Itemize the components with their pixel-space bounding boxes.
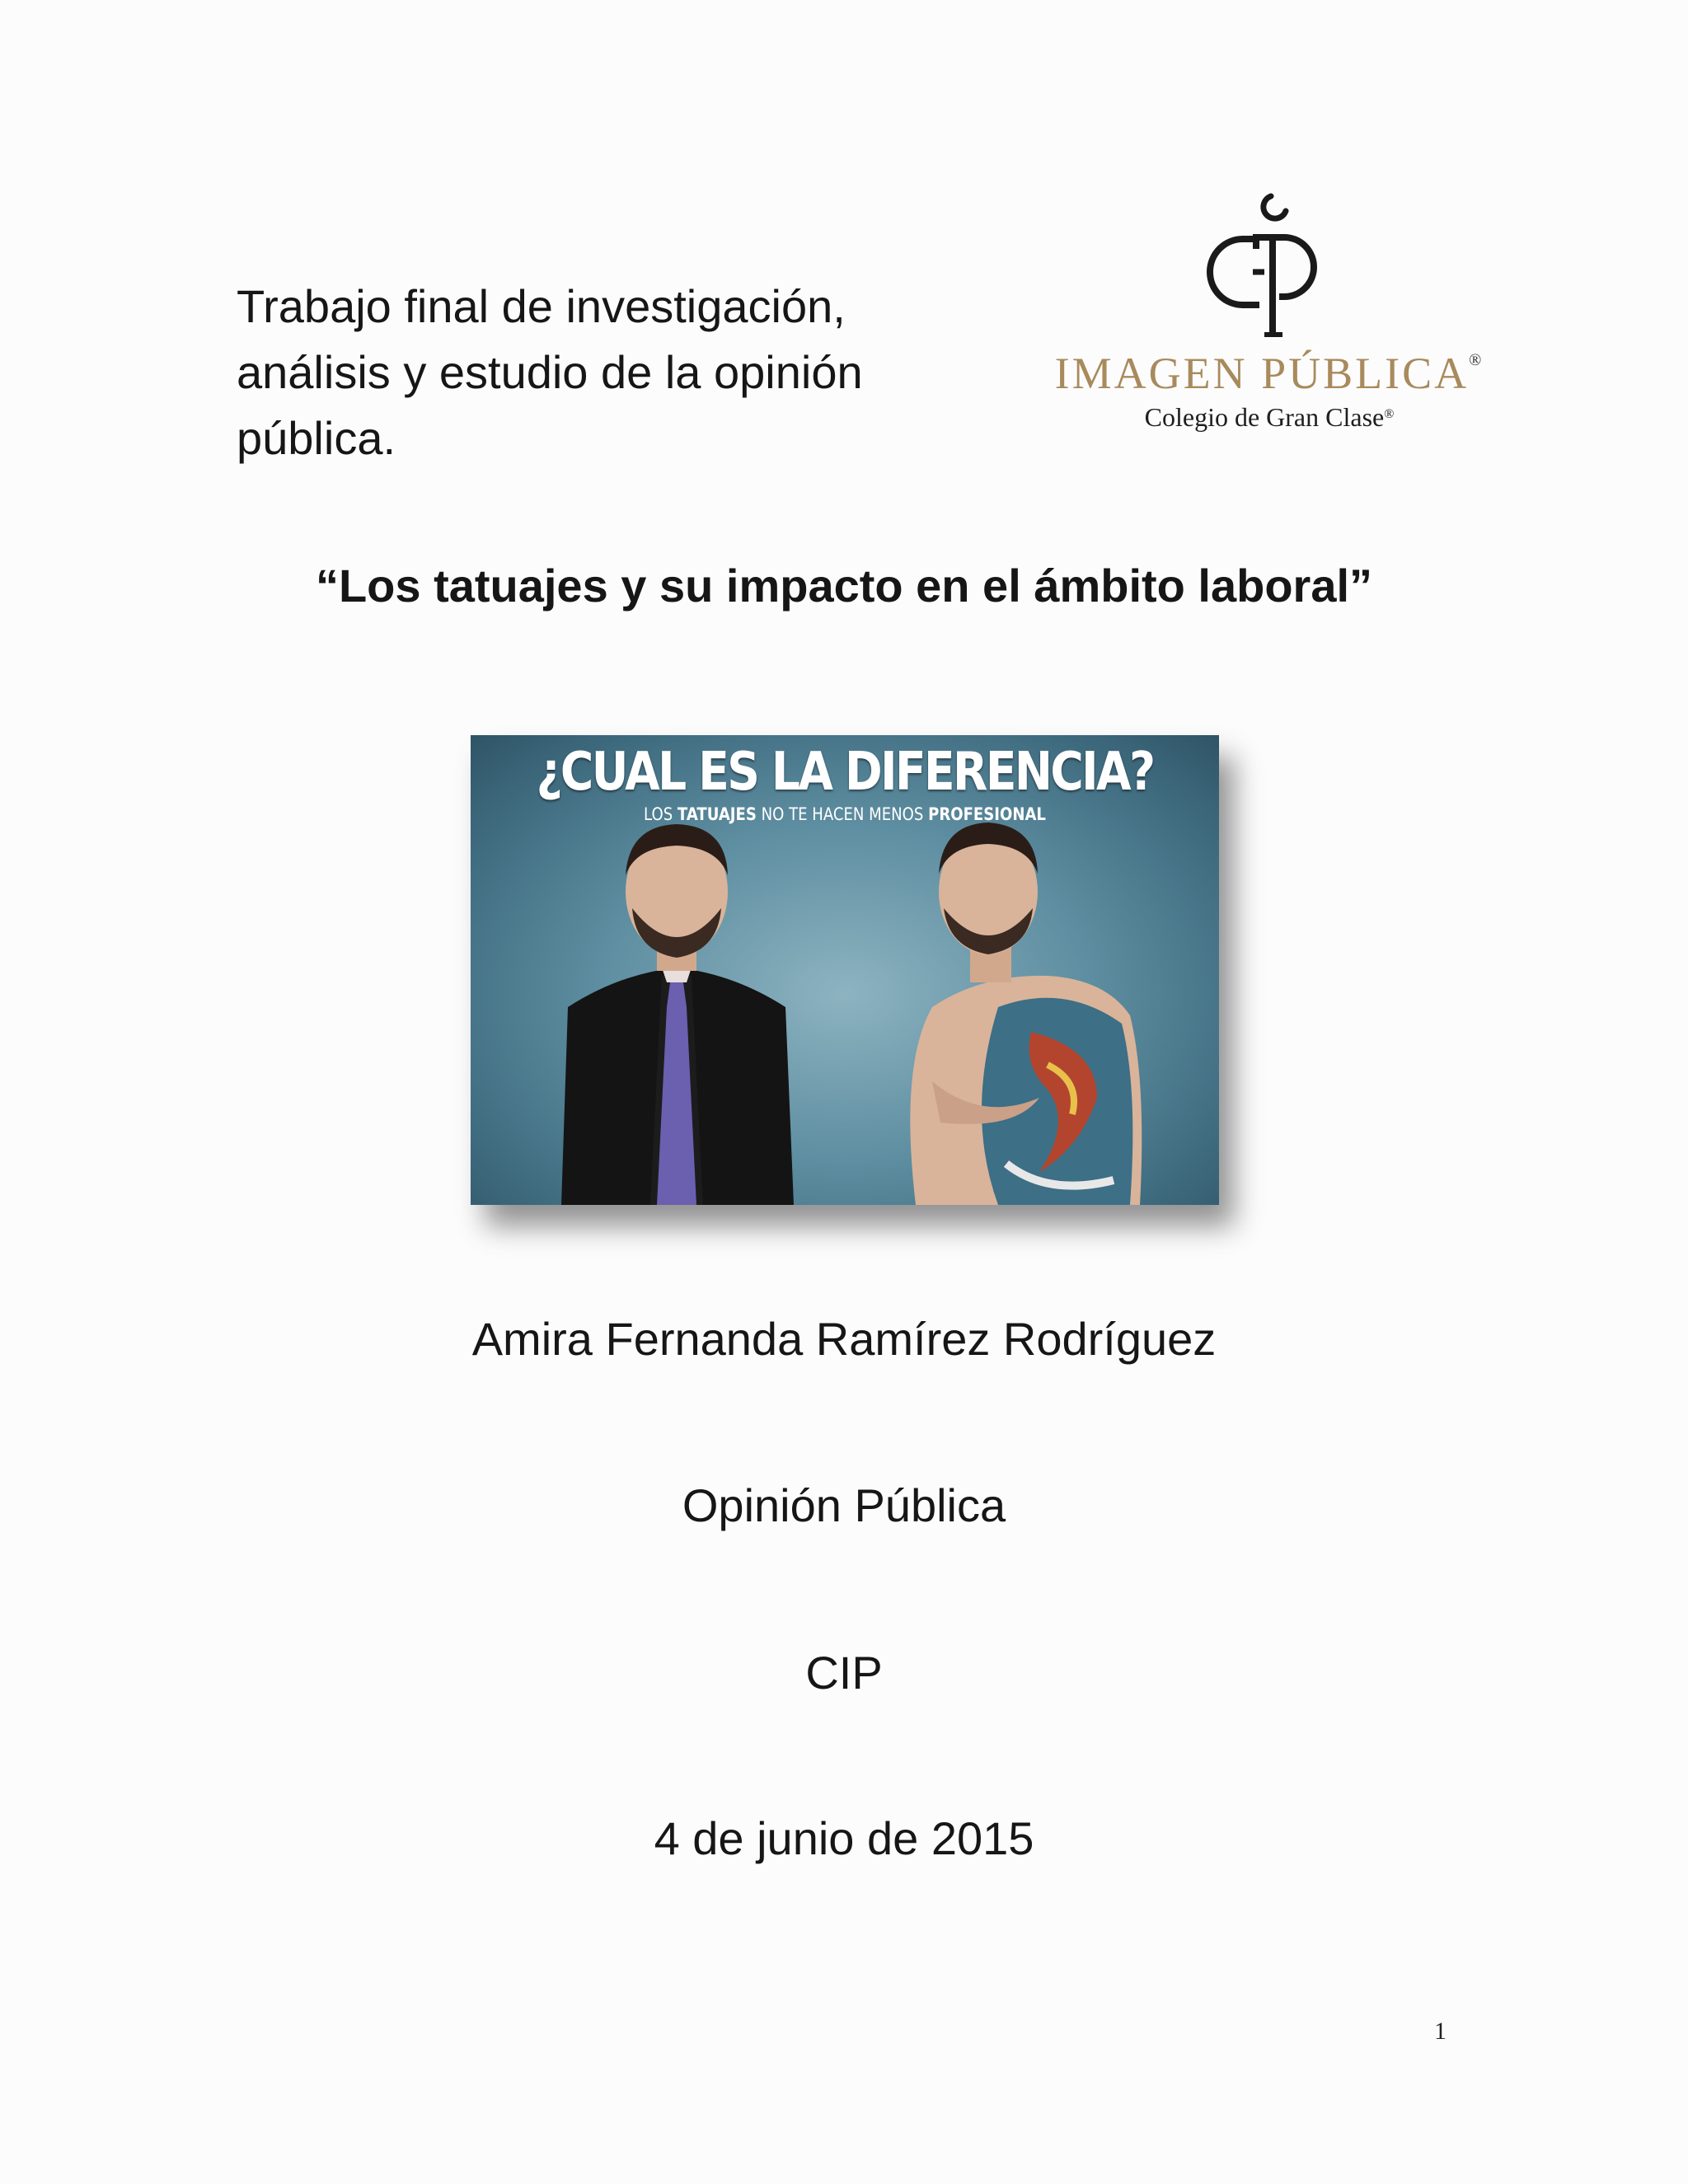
photo-subheadline: LOS TATUAJES NO TE HACEN MENOS PROFESIONAL: [644, 804, 1046, 824]
submission-date: 4 de junio de 2015: [654, 1812, 1034, 1864]
logo-name: IMAGEN PÚBLICA®: [1054, 349, 1484, 398]
logo-tagline: Colegio de Gran Clase®: [1144, 402, 1395, 432]
course-name: Opinión Pública: [682, 1479, 1006, 1531]
intro-line-1: Trabajo final de investigación,: [237, 280, 846, 332]
intro-heading: [237, 274, 978, 471]
author-name: Amira Fernanda Ramírez Rodríguez: [471, 1313, 1217, 1365]
logo-emblem-icon: [1195, 190, 1343, 338]
document-title: “Los tatuajes y su impacto en el ámbito laboral”: [315, 560, 1373, 612]
imagen-publica-logo: [1047, 190, 1492, 437]
photo-headline: ¿CUAL ES LA DIFERENCIA?: [536, 742, 1154, 803]
intro-line-2: análisis y estudio de la opinión: [237, 346, 863, 398]
cover-photo: [471, 735, 1219, 1205]
page-number: 1: [1434, 2018, 1447, 2045]
school-name: CIP: [805, 1647, 883, 1699]
intro-line-3: pública.: [237, 412, 396, 464]
